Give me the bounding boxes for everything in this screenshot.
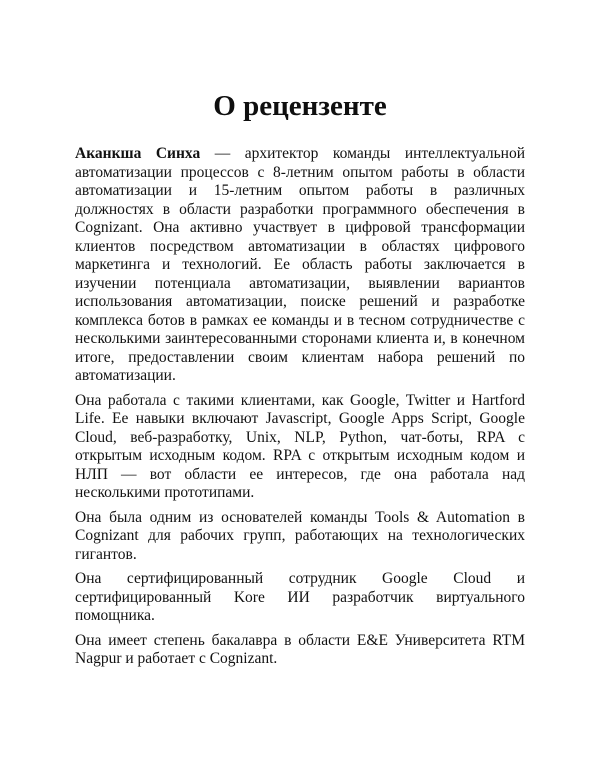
paragraph-team-founder: Она была одним из основателей команды Tools & Automation в Cognizant для рабочих групп, работающих на технологических гигантов.	[75, 508, 525, 563]
paragraph-certifications: Она сертифицированный сотрудник Google Cloud и сертифицированный Kore ИИ разработчик виртуального помощника.	[75, 570, 525, 624]
paragraph-clients-skills: Она работала с такими клиентами, как Google, Twitter и Hartford Life. Ее навыки включают Javascript, Google Apps Script, Google Cloud, веб-разработку, Unix, NLP, Python, чат-боты, RPA с открытым исходным кодом. RPA с открытым исходным кодом и НЛП — вот области ее интересов, где она работала над несколькими прототипами.	[75, 391, 525, 501]
paragraph-education: Она имеет степень бакалавра в области E&E Университета RTM Nagpur и работает с Cognizant.	[75, 631, 525, 667]
reviewer-name: Аканкша Синха	[75, 145, 201, 162]
paragraph-bio	[75, 145, 525, 386]
page-title: О рецензенте	[213, 90, 387, 122]
paragraph-bio-text: — архитектор команды интеллектуальной автоматизации процессов с 8-летним опытом работы в области автоматизации и 15-летним опытом работы в различных должностях в области разработки программного обеспечения в Cognizant. Она активно участвует в цифровой трансформации клиентов посредством автоматизации в областях цифрового маркетинга и технологий. Ее область работы заключается в изучении потенциала автоматизации, выявлении вариантов использования автоматизации, поиске решений и разработке комплекса ботов в рамках ее команды и в тесном сотрудничестве с несколькими заинтересованными сторонами клиента и, в конечном итоге, предоставлении своим клиентам набора решений по автоматизации.	[75, 145, 526, 384]
